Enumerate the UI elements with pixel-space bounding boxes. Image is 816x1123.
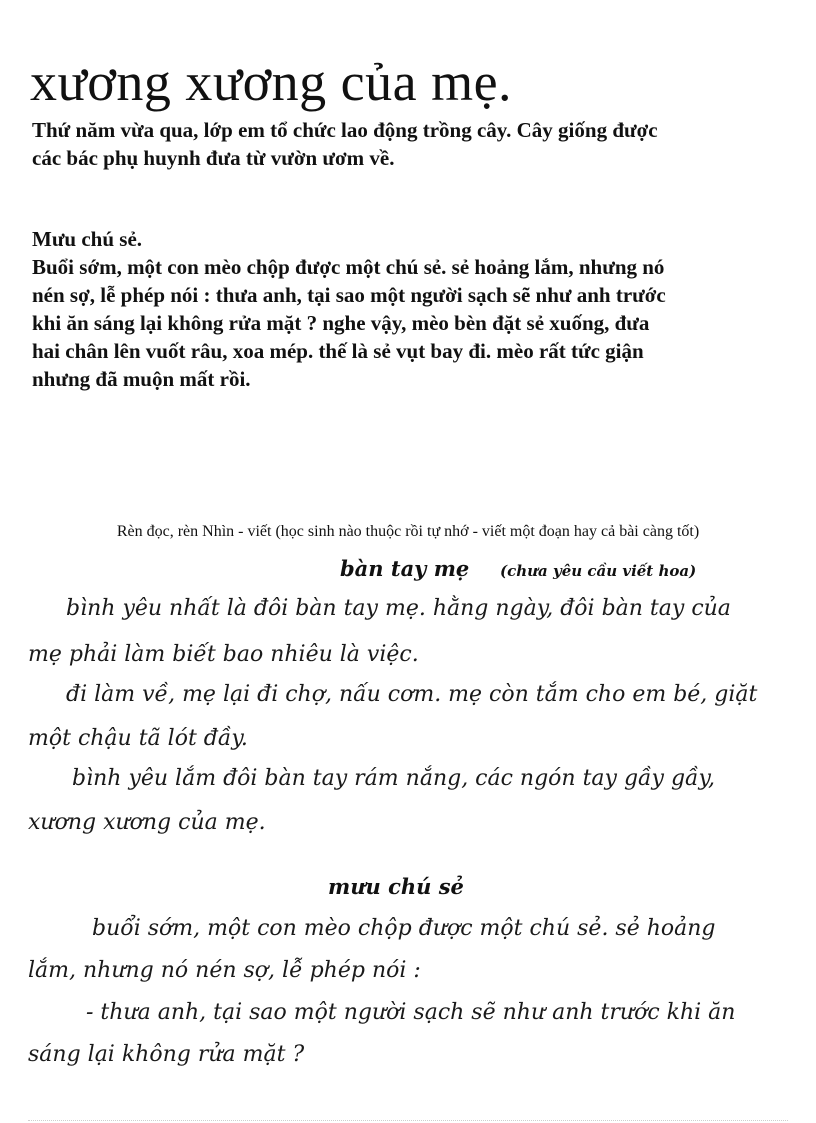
intro-paragraph: [32, 116, 658, 172]
instruction-caption: Rèn đọc, rèn Nhìn - viết (học sinh nào thuộc rồi tự nhớ - viết một đoạn hay cả bài càng tốt): [116, 523, 700, 540]
script-line: mẹ phải làm biết bao nhiêu là việc.: [28, 642, 419, 667]
script-line: một chậu tã lót đầy.: [28, 726, 248, 751]
section1-title: bàn tay mẹ: [340, 556, 470, 581]
story-line: khi ăn sáng lại không rửa mặt ? nghe vậy, mèo bèn đặt sẻ xuống, đưa: [32, 311, 650, 335]
script-line: đi làm về, mẹ lại đi chợ, nấu cơm. mẹ còn tắm cho em bé, giặt: [66, 682, 758, 707]
script-line: lắm, nhưng nó nén sợ, lễ phép nói :: [28, 958, 421, 983]
footer-divider: [28, 1120, 788, 1121]
script-line: xương xương của mẹ.: [28, 810, 266, 835]
story-line: nhưng đã muộn mất rồi.: [32, 367, 251, 391]
script-line: bình yêu lắm đôi bàn tay rám nắng, các ngón tay gầy gầy,: [72, 766, 716, 791]
story-paragraph: [32, 225, 666, 393]
page-title: xương xương của mẹ.: [30, 52, 513, 112]
intro-line: các bác phụ huynh đưa từ vườn ươm về.: [32, 146, 395, 170]
script-line: - thưa anh, tại sao một người sạch sẽ như anh trước khi ăn: [86, 1000, 736, 1025]
intro-line: Thứ năm vừa qua, lớp em tổ chức lao động trồng cây. Cây giống được: [32, 118, 658, 142]
story-line: nén sợ, lễ phép nói : thưa anh, tại sao một người sạch sẽ như anh trước: [32, 283, 666, 307]
story-heading: Mưu chú sẻ.: [32, 227, 143, 251]
script-line: buổi sớm, một con mèo chộp được một chú sẻ. sẻ hoảng: [92, 916, 716, 941]
script-line: bình yêu nhất là đôi bàn tay mẹ. hằng ngày, đôi bàn tay của: [66, 596, 731, 621]
story-line: hai chân lên vuốt râu, xoa mép. thế là sẻ vụt bay đi. mèo rất tức giận: [32, 339, 644, 363]
section2-title: mưu chú sẻ: [328, 874, 464, 899]
section1-note: (chưa yêu cầu viết hoa): [500, 562, 697, 580]
script-line: sáng lại không rửa mặt ?: [28, 1042, 305, 1067]
story-line: Buổi sớm, một con mèo chộp được một chú sẻ. sẻ hoảng lắm, nhưng nó: [32, 255, 665, 279]
